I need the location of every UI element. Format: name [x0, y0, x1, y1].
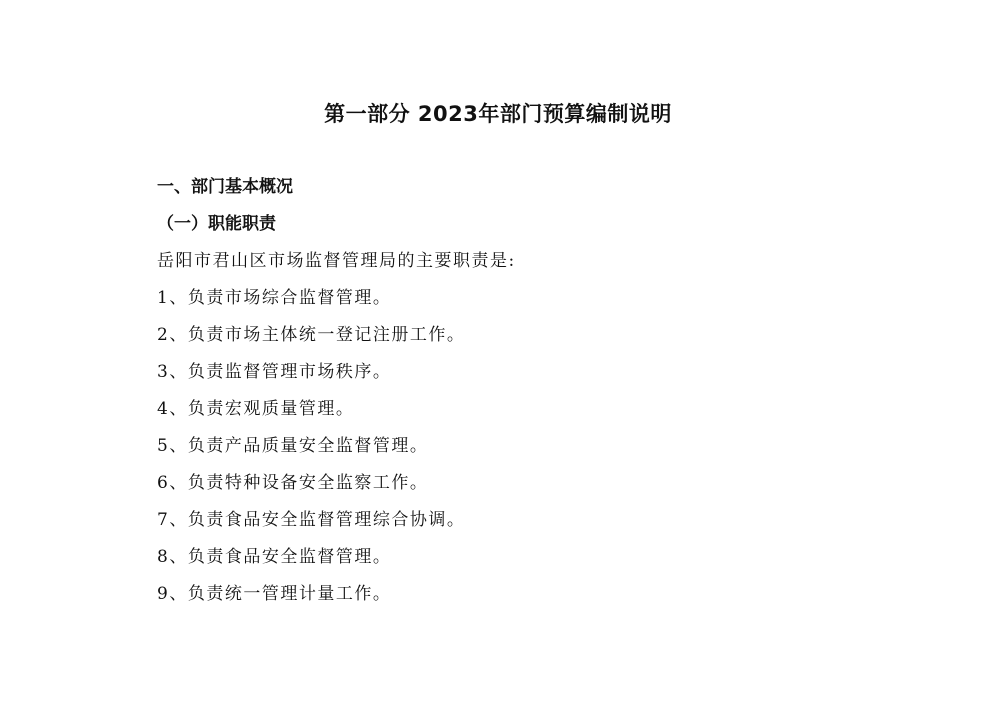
sub-heading: （一）职能职责 [157, 214, 276, 234]
duty-item: 5、负责产品质量安全监督管理。 [157, 436, 429, 456]
duty-item: 3、负责监督管理市场秩序。 [157, 362, 392, 382]
duty-item: 8、负责食品安全监督管理。 [157, 547, 392, 567]
duty-item: 9、负责统一管理计量工作。 [157, 584, 392, 604]
duty-item: 7、负责食品安全监督管理综合协调。 [157, 510, 466, 530]
duties-list [157, 285, 465, 618]
duty-item: 2、负责市场主体统一登记注册工作。 [157, 325, 466, 345]
document-title: 第一部分 2023年部门预算编制说明 [324, 102, 672, 126]
duty-item: 1、负责市场综合监督管理。 [157, 288, 392, 308]
duty-item: 6、负责特种设备安全监察工作。 [157, 473, 429, 493]
duty-item: 4、负责宏观质量管理。 [157, 399, 355, 419]
section-heading: 一、部门基本概况 [157, 177, 293, 197]
intro-paragraph: 岳阳市君山区市场监督管理局的主要职责是: [157, 251, 516, 271]
